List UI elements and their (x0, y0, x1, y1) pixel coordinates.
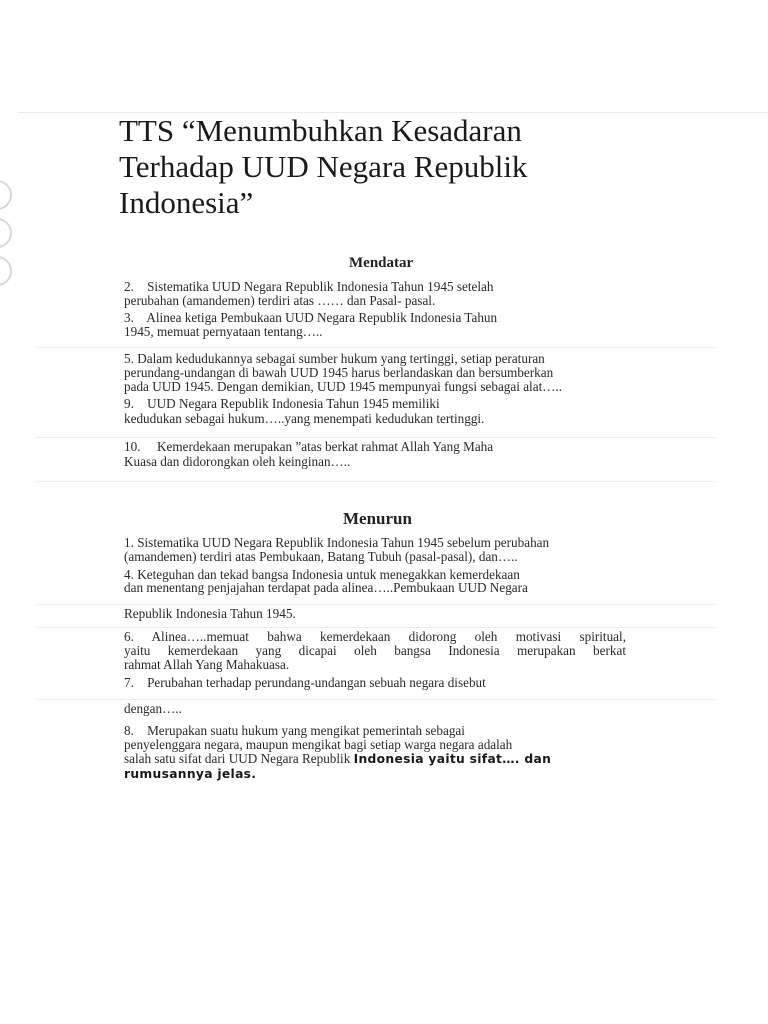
divider (35, 604, 715, 605)
margin-circle-mark (0, 180, 12, 210)
clue-line-bold-text: Indonesia yaitu sifat…. dan (353, 752, 552, 766)
clue-line: kedudukan sebagai hukum…..yang menempati kedudukan tertinggi. (124, 411, 485, 426)
clue-line: pada UUD 1945. Dengan demikian, UUD 1945 mempunyai fungsi sebagai alat….. (124, 379, 563, 394)
clue-line: 7. Perubahan terhadap perundang-undangan sebuah negara disebut (124, 675, 486, 690)
clue-line: 8. Merupakan suatu hukum yang mengikat pemerintah sebagai (124, 723, 465, 738)
clue-line: Republik Indonesia Tahun 1945. (124, 606, 296, 621)
page-title-line: TTS “Menumbuhkan Kesadaran (119, 113, 522, 148)
page-title-line: Terhadap UUD Negara Republik (119, 149, 528, 184)
page-title-line: Indonesia” (119, 185, 254, 220)
clue-line: 6. Alinea…..memuat bahwa kemerdekaan didorong oleh motivasi spiritual, (124, 629, 626, 644)
clue-line: yaitu kemerdekaan yang dicapai oleh bangsa Indonesia merupakan berkat (124, 643, 626, 658)
clue-line: 10. Kemerdekaan merupakan ”atas berkat rahmat Allah Yang Maha (124, 439, 494, 454)
clue-line: 9. UUD Negara Republik Indonesia Tahun 1945 memiliki (124, 396, 440, 411)
clue-line: 1. Sistematika UUD Negara Republik Indonesia Tahun 1945 sebelum perubahan (124, 535, 550, 550)
divider (35, 347, 715, 348)
clue-line: 5. Dalam kedudukannya sebagai sumber hukum yang tertinggi, setiap peraturan (124, 351, 545, 366)
margin-circle-mark (0, 218, 12, 248)
divider (35, 699, 715, 700)
divider (35, 437, 715, 438)
clue-line-bold: rumusannya jelas. (124, 767, 257, 781)
clue-line: Kuasa dan didorongkan oleh keinginan….. (124, 454, 351, 469)
clue-line: 2. Sistematika UUD Negara Republik Indonesia Tahun 1945 setelah (124, 279, 494, 294)
clue-line: 4. Keteguhan dan tekad bangsa Indonesia untuk menegakkan kemerdekaan (124, 567, 520, 582)
clue-line: rahmat Allah Yang Mahakuasa. (124, 657, 290, 672)
clue-line: 3. Alinea ketiga Pembukaan UUD Negara Republik Indonesia Tahun (124, 310, 498, 325)
clue-line: (amandemen) terdiri atas Pembukaan, Batang Tubuh (pasal-pasal), dan….. (124, 549, 518, 564)
clue-line: perubahan (amandemen) terdiri atas …… dan Pasal- pasal. (124, 293, 436, 308)
clue-line: dengan….. (124, 701, 182, 716)
clue-line: penyelenggara negara, maupun mengikat bagi setiap warga negara adalah (124, 737, 513, 752)
clue-line-text: salah satu sifat dari UUD Negara Republik (124, 751, 354, 766)
clue-line: 1945, memuat pernyataan tentang….. (124, 324, 323, 339)
clue-line: dan menentang penjajahan terdapat pada alinea…..Pembukaan UUD Negara (124, 580, 528, 595)
divider (35, 627, 715, 628)
clue-line: perundang-undangan di bawah UUD 1945 harus berlandaskan dan bersumberkan (124, 365, 554, 380)
divider (35, 481, 715, 482)
clue-line-mixed (124, 752, 551, 766)
margin-circle-mark (0, 256, 12, 286)
section-heading-menurun: Menurun (343, 509, 412, 528)
section-heading-mendatar: Mendatar (349, 255, 414, 271)
